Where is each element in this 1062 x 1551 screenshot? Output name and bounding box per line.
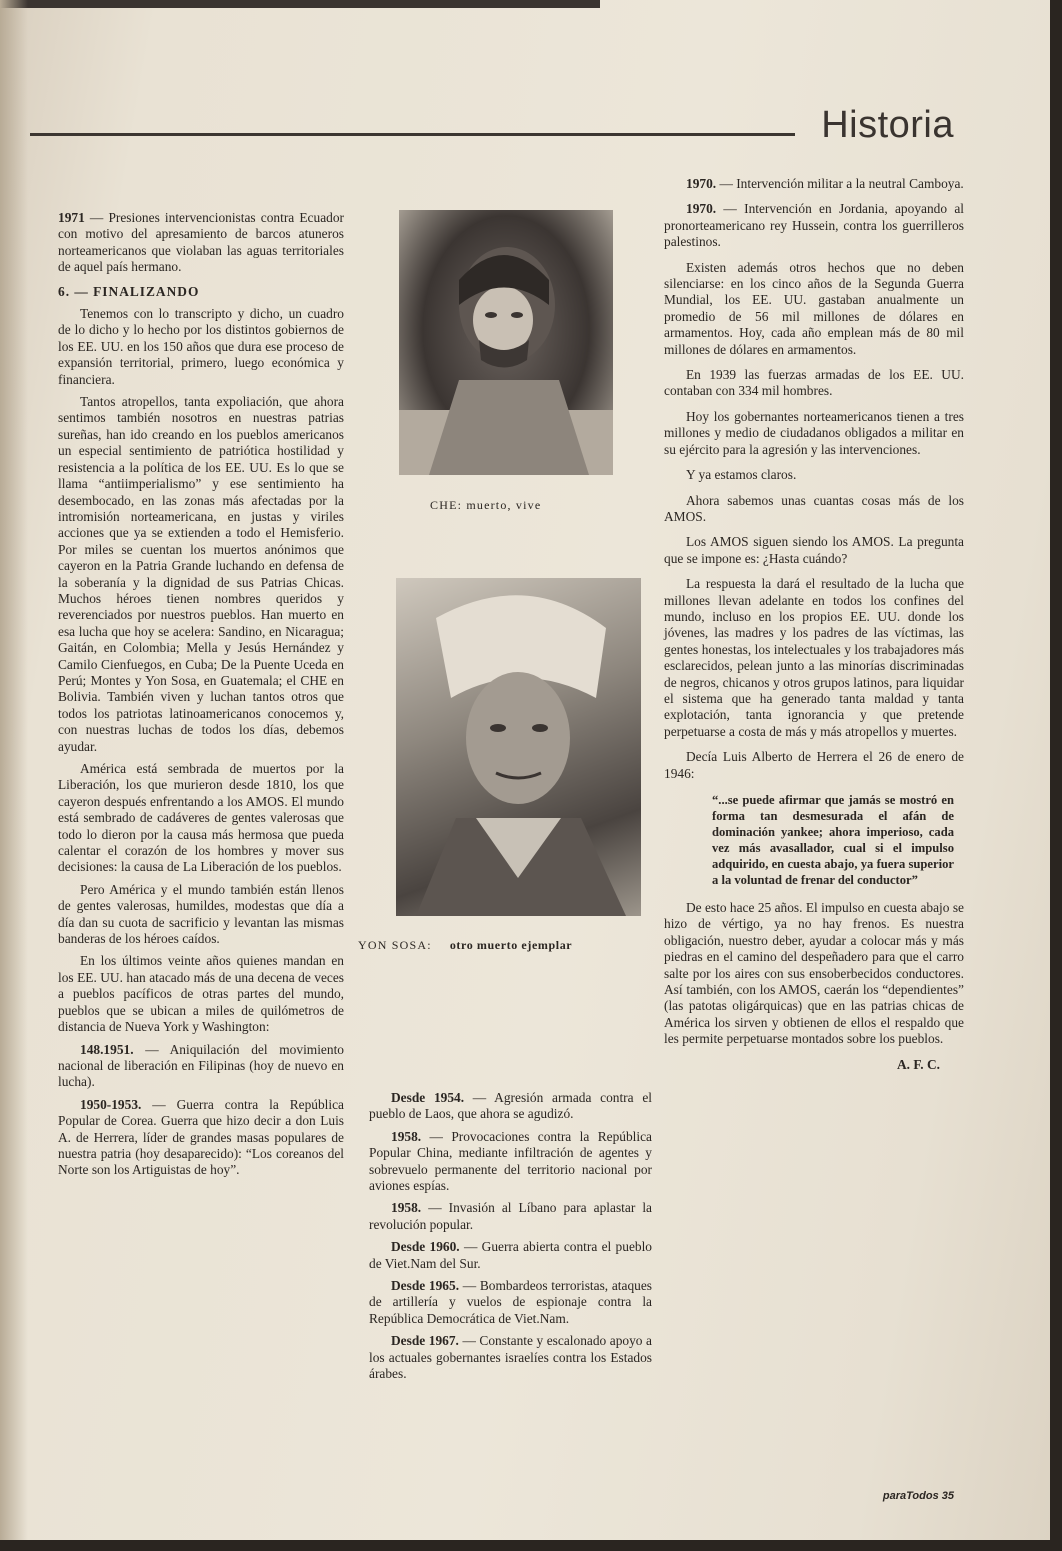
paragraph [369,1200,652,1233]
entry-text: — Invasión al Líbano para aplastar la revolución popular. [369,1200,652,1232]
paragraph: En 1939 las fuerzas armadas de los EE. UU. contaban con 334 mil hombres. [664,367,964,399]
paragraph [369,1239,652,1272]
portrait-illustration [396,578,641,916]
paragraph [664,201,964,250]
herrera-quote: “...se puede afirmar que jamás se mostró en forma tan desmesurada el afán de dominación yankee; ahora imperioso, cada vez más avasallador, cual si el impulso adquirido, en cuesta abajo, ya fuera superior a la voluntad de frenar del conductor” [712,793,954,887]
paragraph [58,210,344,276]
paragraph: Tantos atropellos, tanta expoliación, que ahora sentimos también nosotros en nuestras patrias sureñas, han ido creando en los pueblos americanos un especial sentimiento de patriótica hostilidad y resistencia a la política de los EE. UU. Es lo que se llama “antiimperialismo” y ese sentimiento ha desembocado, en las zonas más afectadas por la intromisión norteamericana, en justas y viriles acciones que ya se extienden a todo el Hemisferio. Por miles se cuentan los muertos anónimos que cayeron en la Patria Grande luchando en defensa de la soberanía y la dignidad de sus Patrias Chicas. Muchos héroes tienen nombres queridos y reverenciados por nuestros pueblos. Han muerto en esa lucha que hoy se acelera: Sandino, en Nicaragua; Gaitán, en Colombia; Mella y Jesús Hernández y Camilo Cienfuegos, en Cuba; De la Puente Uceda en Perú; Montes y Yon Sosa, en Guatemala; el CHE en Bolivia. También viven y luchan tantos otros que todos los patriotas latinoamericanos conocemos y, con nuestras luchas de todos los días, debemos ayudar. [58,394,344,754]
entry-year: 1958. [391,1128,422,1144]
paragraph: Los AMOS siguen siendo los AMOS. La pregunta que se impone es: ¿Hasta cuándo? [664,534,964,566]
column-left [58,210,344,1185]
paragraph [664,176,964,192]
paragraph [369,1278,652,1327]
paragraph: Pero América y el mundo también están llenos de gentes valerosas, humildes, modestas que día a día dan su cuota de sacrificio y levantan las mismas banderas de los héroes caídos. [58,881,344,947]
paragraph: América está sembrada de muertos por la Liberación, los que murieron desde 1810, los que cayeron después enfrentando a los AMOS. El mundo está sembrado de cadáveres de gentes valerosas que todo lo dieron por la causa más hermosa que pueda calentar el corazón de los hombres y mover sus decisiones: la causa de La Liberación de los pueblos. [58,761,344,875]
paragraph: En los últimos veinte años quienes mandan en los EE. UU. han atacado más de una decena de veces a pueblos pacíficos de otras partes del mundo, pueblos que se ubican a miles de quilómetros de distancia de Nueva York y Washington: [58,953,344,1035]
page-gutter-shadow [0,0,28,1540]
entry-year: Desde 1967. [391,1333,459,1349]
section-heading: 6. — FINALIZANDO [58,283,200,299]
column-right [664,176,964,1082]
portrait-illustration [399,210,613,475]
entry-year: Desde 1965. [391,1278,460,1294]
paragraph: Tenemos con lo transcripto y dicho, un cuadro de lo dicho y lo hecho por los distintos gobiernos de los EE. UU. en los 150 años que dura ese proceso de expansión territorial, primero, luego económica y financiera. [58,306,344,387]
author-signature: A. F. C. [896,1056,940,1072]
entry-text: — Agresión armada contra el pueblo de Laos, que ahora se agudizó. [369,1090,652,1122]
paragraph: Ahora sabemos unas cuantas cosas más de los AMOS. [664,492,964,524]
entry-year: 1971 [58,210,85,225]
paragraph: Y ya estamos claros. [686,467,797,483]
header-rule [30,133,795,136]
entry-year: 148.1951. [80,1041,134,1057]
caption-name: YON SOSA: [358,938,432,952]
entry-text: — Aniquilación del movimiento nacional de liberación en Filipinas (hoy de nuevo en lucha). [58,1041,344,1090]
page-footer: paraTodos 35 [882,1490,954,1502]
top-edge-bar [0,0,600,8]
entry-text: — Guerra contra la República Popular de Corea. Guerra que hizo decir a don Luis A. de Herrera, líder de grandes masas populares de nuestra patria (hoy desaparecido): “Los coreanos del Norte son los Artiguistas de hoy”. [58,1096,344,1178]
paragraph: De esto hace 25 años. El impulso en cuesta abajo se hizo de vértigo, ya no hay frenos. Es nuestra obligación, nuestro deber, ayudar a colocar más y más piedras en el camino del despeñadero para que el carro salte por los aires con sus ensoberbecidos conductores. Así también, con los AMOS, caerán los “dependientes” (las patotas oligárquicas) que en las patrias chicas de América los sirven y obtienen de ellos el respaldo que les permite perpetuarse montados sobre los pueblos. [664,900,964,1047]
entry-year: 1950-1953. [80,1096,142,1112]
paragraph [58,1042,344,1091]
entry-text: — Presiones intervencionistas contra Ecuador con motivo del apresamiento de barcos atuneros norteamericanos que violaban las aguas territoriales de aquel país hermano. [58,210,344,275]
paragraph [369,1129,652,1195]
entry-text: — Guerra abierta contra el pueblo de Viet.Nam del Sur. [369,1239,653,1271]
paragraph: Hoy los gobernantes norteamericanos tienen a tres millones y medio de ciudadanos obligados a militar en su ejército para la agresión y las intervenciones. [664,408,964,457]
entry-year: Desde 1960. [391,1239,460,1255]
paragraph [58,1097,344,1179]
che-portrait-photo [399,210,613,475]
entry-text: — Bombardeos terroristas, ataques de artillería y vuelos de espionaje contra la República Democrática de Viet.Nam. [369,1278,652,1326]
paragraph: Decía Luis Alberto de Herrera el 26 de enero de 1946: [664,749,964,781]
entry-year: Desde 1954. [391,1090,465,1105]
section-title: Historia [821,104,954,146]
entry-text: — Constante y escalonado apoyo a los actuales gobernantes israelíes contra los Estados árabes. [369,1333,652,1382]
entry-year: 1970. [686,176,717,191]
entry-year: 1958. [391,1200,422,1216]
paragraph: Existen además otros hechos que no deben silenciarse: en los cinco años de la Segunda Guerra Mundial, los EE. UU. gastaban anualmente un promedio de 56 mil millones de dólares en armamentos. Hoy, cada año emplean más de 80 mil millones de dólares en armamentos. [664,259,964,357]
yon-sosa-portrait-photo [396,578,641,916]
paragraph: La respuesta la dará el resultado de la lucha que millones llevan adelante en todos los confines del mundo, incluso en los propios EE. UU. donde los jóvenes, las madres y los padres de las víctimas, las gentes honestas, los intelectuales y los trabajadores más esclarecidos, pelean junto a las minorías discriminadas de negros, chicanos y otros grupos latinos, para liquidar el sistema que ha generado tanta maldad y tanta explotación, tanta ignorancia y que pretende perpetuarse a costa de más y más atropellos y muertes. [664,576,964,739]
paragraph [369,1333,652,1382]
entry-text: — Provocaciones contra la República Popular China, mediante infiltración de agentes y sobrevuelo permanente del territorio nacional por aviones espías. [369,1128,652,1194]
entry-year: 1970. [686,201,717,217]
photo-caption: CHE: muerto, vive [430,498,542,512]
paragraph [369,1090,652,1123]
column-middle [369,1090,652,1389]
entry-text: — Intervención militar a la neutral Camboya. [716,176,964,191]
photo-caption [358,938,572,953]
entry-text: — Intervención en Jordania, apoyando al pronorteamericano rey Hussein, contra los guerrilleros palestinos. [664,201,964,250]
caption-text: otro muerto ejemplar [449,938,573,952]
